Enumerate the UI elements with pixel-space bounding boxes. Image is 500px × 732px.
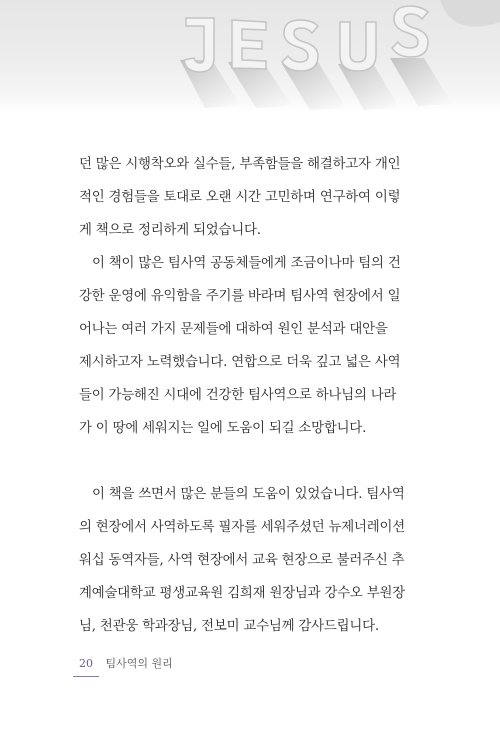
text-line: 워십 동역자들, 사역 현장에서 교육 현장으로 불러주신 추	[79, 553, 405, 568]
body-text	[79, 148, 424, 643]
page-number: 20	[79, 657, 93, 670]
text-line: 님, 천관웅 학과장님, 전보미 교수님께 감사드립니다.	[79, 619, 379, 634]
running-title: 팀사역의 원리	[105, 657, 173, 670]
text-line: 들이 가능해진 시대에 건강한 팀사역으로 하나님의 나라	[79, 388, 397, 403]
text-line: 어나는 여러 가지 문제들에 대하여 원인 분석과 대안을	[79, 322, 388, 337]
footer-rule	[73, 676, 99, 677]
text-line: 강한 운영에 유익함을 주기를 바라며 팀사역 현장에서 일	[79, 289, 401, 304]
page-footer	[79, 656, 279, 672]
text-line: 게 책으로 정리하게 되었습니다.	[79, 223, 261, 238]
paragraph-2	[79, 247, 424, 445]
jesus-letters-header-image	[0, 0, 500, 112]
paragraph-3	[79, 478, 424, 643]
text-line: 던 많은 시행착오와 실수들, 부족함들을 해결하고자 개인	[79, 157, 401, 172]
text-line: 적인 경험들을 토대로 오랜 시간 고민하며 연구하여 이렇	[79, 190, 401, 205]
text-line: 이 책이 많은 팀사역 공동체들에게 조금이나마 팀의 건	[92, 256, 401, 271]
text-line: 계예술대학교 평생교육원 김희재 원장님과 강수오 부원장	[79, 586, 405, 601]
text-line: 이 책을 쓰면서 많은 분들의 도움이 있었습니다. 팀사역	[92, 487, 405, 502]
paragraph-1	[79, 148, 424, 247]
paragraph-spacer	[79, 445, 424, 478]
text-line: 의 현장에서 사역하도록 필자를 세워주셨던 뉴제너레이션	[79, 520, 405, 535]
text-line: 제시하고자 노력했습니다. 연합으로 더욱 깊고 넓은 사역	[79, 355, 401, 370]
text-line: 가 이 땅에 세워지는 일에 도움이 되길 소망합니다.	[79, 421, 367, 436]
